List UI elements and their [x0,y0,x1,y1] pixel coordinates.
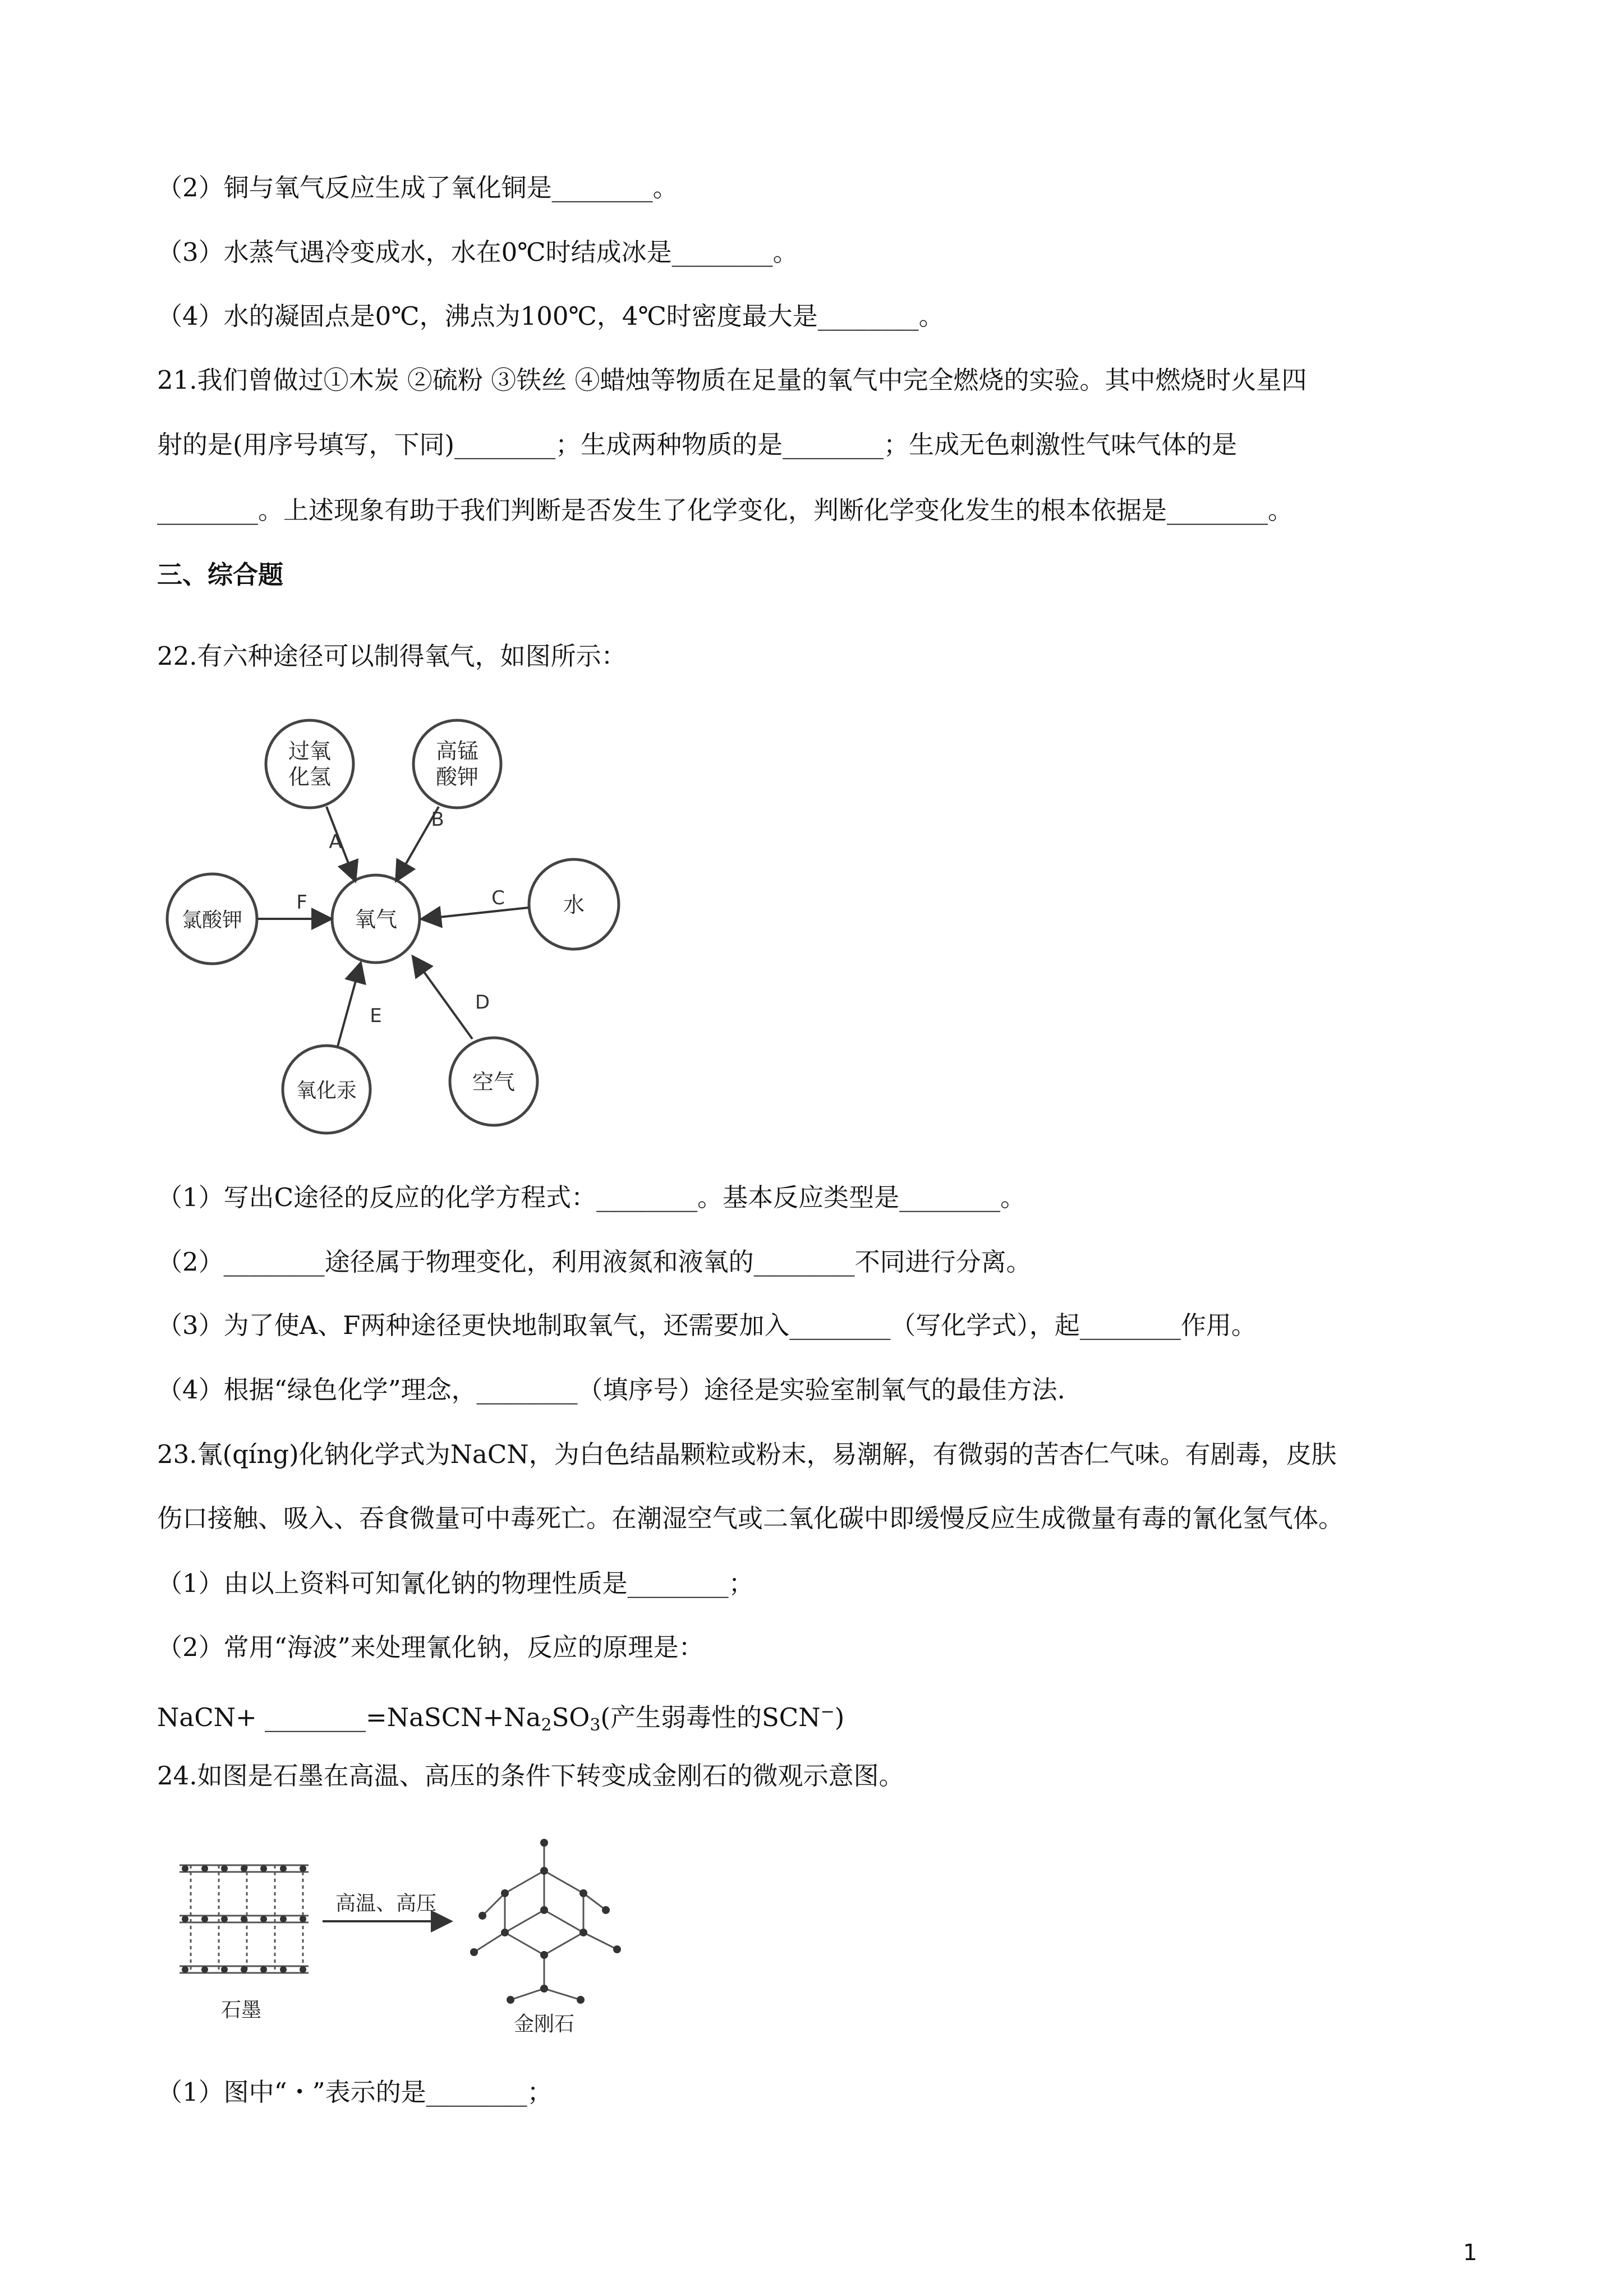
arrow-d [414,958,472,1039]
label-e: E [370,1005,382,1027]
q23-equation: NaCN+ $\_\_\_\_\_\_\_\_=NaSCN+Na_2SO_3$(产生弱毒性的SCN−) [157,1702,845,1735]
arrow-e [338,965,360,1046]
hgo-label: 氧化汞 [296,1079,357,1102]
conversion-condition-label: 高温、高压 [335,1892,437,1915]
kmno4-label-2: 酸钾 [435,765,479,789]
graphite-diamond-diagram [168,1832,651,2039]
q22-part2: （2）________途径属于物理变化，利用液氮和液氧的________不同进行分离。 [157,1247,1032,1277]
h2o2-circle [266,720,353,808]
diamond-label: 金刚石 [513,2013,575,2036]
page-number: 1 [1463,2240,1478,2266]
label-b: B [431,808,444,831]
graphite-label: 石墨 [220,1999,262,2022]
q23-part1: （1）由以上资料可知氰化钠的物理性质是________； [157,1568,754,1598]
q20-part2: （2）铜与氧气反应生成了氧化铜是________。 [157,173,678,203]
kmno4-circle [413,720,501,808]
q21-line1: 21.我们曾做过①木炭 ②硫粉 ③铁丝 ④蜡烛等物质在足量的氧气中完全燃烧的实验。其中燃烧时火星四 [157,365,1307,395]
q20-part4: （4）水的凝固点是0℃，沸点为100℃，4℃时密度最大是________。 [157,301,944,331]
q21-line3: ________。上述现象有助于我们判断是否发生了化学变化，判断化学变化发生的根本依据是________。 [157,495,1294,525]
h2o2-label-2: 化氢 [288,765,332,789]
label-f: F [296,891,307,914]
water-label: 水 [563,892,585,917]
q24-stem: 24.如图是石墨在高温、高压的条件下转变成金刚石的微观示意图。 [157,1761,904,1791]
q23-line2: 伤口接触、吸入、吞食微量可中毒死亡。在潮湿空气或二氧化碳中即缓慢反应生成微量有毒的氰化氢气体。 [157,1503,1344,1533]
q23-part2: （2）常用“海波”来处理氰化钠，反应的原理是： [157,1632,704,1662]
section-heading-3: 三、综合题 [157,560,284,590]
label-a: A [329,831,342,853]
air-label: 空气 [472,1070,516,1094]
diamond-structure [474,1843,617,2000]
h2o2-label-1: 过氧 [288,739,332,763]
q22-part4: （4）根据“绿色化学”理念，________（填序号）途径是实验室制氧气的最佳方法. [157,1375,1065,1405]
oxygen-label: 氧气 [354,907,398,932]
q22-stem: 22.有六种途径可以制得氧气，如图所示： [157,641,627,671]
graphite-atoms [182,1865,306,1973]
q22-part1: （1）写出C途径的反应的化学方程式：________。基本反应类型是________。 [157,1182,1026,1212]
q23-line1: 23.氰(qíng)化钠化学式为NaCN，为白色结晶颗粒或粉末，易潮解，有微弱的苦杏仁气味。有剧毒，皮肤 [157,1439,1337,1469]
q21-line2: 射的是(用序号填写，下同)________；生成两种物质的是________；生成无色刺激性气味气体的是 [157,430,1237,459]
label-c: C [491,887,505,909]
label-d: D [475,991,490,1014]
kmno4-label-1: 高锰 [435,739,479,763]
kclo3-label: 氯酸钾 [181,909,243,932]
q20-part3: （3）水蒸气遇冷变成水，水在0℃时结成冰是________。 [157,237,798,267]
diamond-atoms [470,1839,621,2004]
oxygen-pathways-diagram [163,707,645,1144]
q22-part3: （3）为了使A、F两种途径更快地制取氧气，还需要加入________（写化学式），起________作用。 [157,1310,1257,1340]
arrow-c [424,908,528,919]
q24-part1: （1）图中“・”表示的是________； [157,2077,553,2107]
